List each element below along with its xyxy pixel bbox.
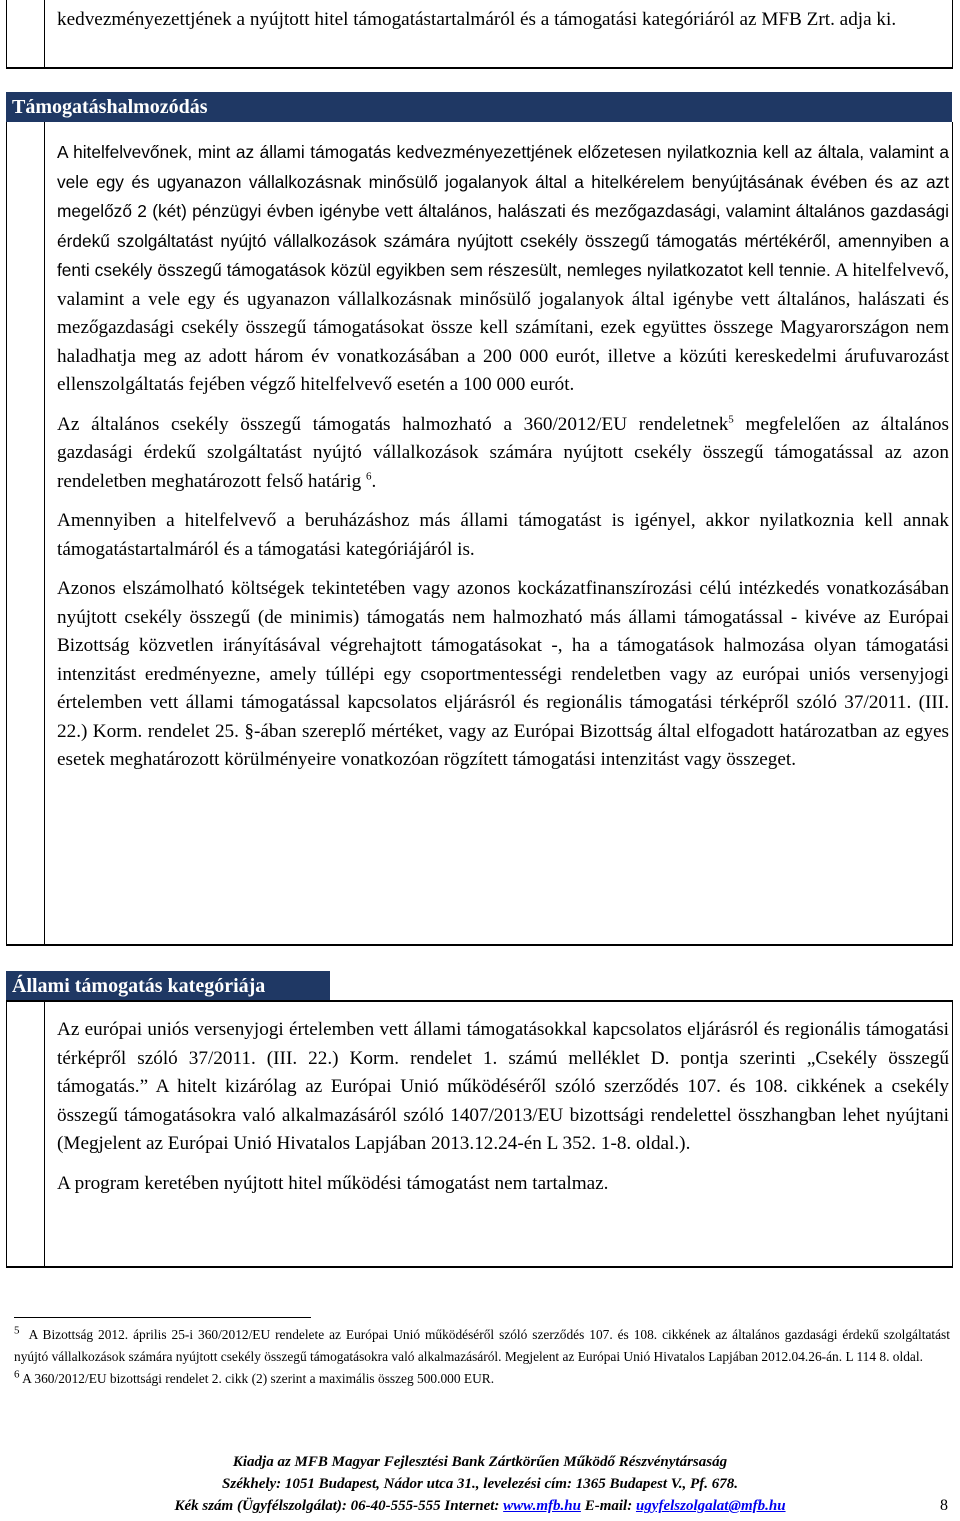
- page-footer: [0, 1451, 960, 1517]
- section1-left-border: [6, 122, 7, 945]
- footnote-5: [14, 1324, 950, 1368]
- section2-right-border: [952, 1001, 953, 1267]
- section-heading-tamogatashalmozodas: [6, 92, 952, 122]
- top-cell-text: [57, 6, 949, 35]
- footnote-text: A 360/2012/EU bizottsági rendelet 2. cikk (2) szerint a maximális összeg 500.000 EUR.: [22, 1371, 495, 1386]
- footnote-ref-6: 6: [366, 470, 372, 483]
- page-number: 8: [940, 1497, 948, 1514]
- footnote-separator: [14, 1317, 311, 1318]
- website-link[interactable]: www.mfb.hu: [503, 1498, 581, 1514]
- top-cell-paragraph: kedvezményezettjének a nyújtott hitel támogatástartalmáról és a támogatási kategóriáról az MFB Zrt. adja ki.: [57, 9, 897, 30]
- footnotes: [14, 1324, 950, 1390]
- footer-contact: [0, 1495, 960, 1517]
- footnote-number: 6: [14, 1368, 20, 1381]
- table-left-border: [6, 0, 7, 68]
- footer-publisher: Kiadja az MFB Magyar Fejlesztési Bank Zártkörűen Működő Részvénytársaság: [232, 1454, 728, 1470]
- section2-paragraph-1: Az európai uniós versenyjogi értelemben vett állami támogatásokkal kapcsolatos eljárásról és regionális támogatási térképről szóló 37/2011. (III. 22.) Korm. rendelet 1. számú melléklet D. pontja szerinti „Csekély összegű támogatás.” A hitelt kizárólag az Európai Unió működéséről szóló szerződés 107. és 108. cikkének a csekély összegű támogatásokra való alkalmazásáról szóló 1407/2013/EU bizottsági rendelettel összhangban lehet nyújtani (Megjelent az Európai Unió Hivatalos Lapjában 2013.12.24-én L 352. 1-8. oldal.).: [57, 1019, 949, 1154]
- footnote-text: A Bizottság 2012. április 25-i 360/2012/EU rendelete az Európai Unió működéséről szóló szerződés 107. és 108. cikkének az általános gazdasági érdekű szolgáltatást nyújtó vállalkozások számára nyújtott csekély összegű támogatásokra való alkalmazásáról. Megjelent az Európai Unió Hivatalos Lapjában 2012.04.26-án. L 114 8. oldal.: [14, 1327, 950, 1364]
- section1-paragraph-2-part-b: megfelelően az általános gazdasági érdekű szolgáltatást nyújtó vállalkozások számára nyújtott csekély összegű támogatással az azon rendeletben meghatározott felső határig: [57, 413, 949, 492]
- section2-inner-border: [44, 1001, 45, 1267]
- section1-inner-border: [44, 122, 45, 945]
- section2-heading-rule: [6, 1000, 953, 1002]
- section1-paragraph-2-part-c: .: [371, 470, 377, 492]
- footnote-ref-5: 5: [728, 413, 734, 426]
- footnote-number: 5: [14, 1324, 20, 1337]
- section-heading-text: Állami támogatás kategóriája: [12, 975, 266, 997]
- section1-paragraph-2: [57, 411, 949, 497]
- footer-phone: Kék szám (Ügyfélszolgálat): 06-40-555-555 Internet:: [174, 1498, 504, 1514]
- section1-paragraph-1-serif: A hitelfelvevő, valamint a vele egy és ugyanazon vállalkozásnak minősülő jogalanyok által igénybe vett általános, halászati és mezőgazdasági csekély összegű támogatásokat össze kell számítani, ezek együttes összege Magyarországon nem haladhatja meg az adott három év vonatkozásában a 200 000 eurót, illetve a közúti kereskedelmi árufuvarozást ellenszolgáltatás fejében végző hitelfelvevő esetén a 100 000 eurót.: [57, 260, 949, 395]
- section1-paragraph-3: Amennyiben a hitelfelvevő a beruházáshoz más állami támogatást is igényel, akkor nyilatkoznia kell annak támogatástartalmáról és a támogatási kategóriájáról is.: [57, 510, 949, 560]
- table-right-border: [952, 0, 953, 68]
- section1-body: [57, 138, 949, 775]
- section2-body: [57, 1016, 949, 1198]
- section1-paragraph-1-sans: A hitelfelvevőnek, mint az állami támogatás kedvezményezettjének előzetesen nyilatkoznia kell az általa, valamint a vele egy és ugyanazon vállalkozásnak minősülő jogalanyok által a hitelkérelem benyújtásának évében és az azt megelőző 2 (két) pénzügyi évben igénybe vett általános, halászati és mezőgazdasági, valamint általános gazdasági érdekű szolgáltatást nyújtó vállalkozások számára nyújtott csekély összegű támogatás mértékéről, amennyiben a fenti csekély összegű támogatások közül egyikben sem részesült, nemleges nyilatkozatot kell tennie.: [57, 142, 949, 280]
- section1-paragraph-2-part-a: Az általános csekély összegű támogatás halmozható a 360/2012/EU rendeletnek: [57, 413, 729, 435]
- section1-paragraph-1: [57, 138, 949, 400]
- section-heading-text: Támogatáshalmozódás: [12, 96, 208, 118]
- footnote-6: [14, 1368, 950, 1390]
- section2-bottom-border: [6, 1266, 953, 1268]
- section2-paragraph-2: A program keretében nyújtott hitel működési támogatást nem tartalmaz.: [57, 1172, 609, 1194]
- section-heading-allami-tamogatas-kategoriaja: [6, 971, 330, 1001]
- section1-paragraph-4: Azonos elszámolható költségek tekintetében vagy azonos kockázatfinanszírozási célú intézkedés vonatkozásában nyújtott csekély összegű (de minimis) támogatás nem halmozható más állami támogatással - kivéve az Európai Bizottság közvetlen irányításával végrehajtott támogatásokat -, ha a támogatások halmozása olyan támogatási intenzitást eredményezne, amely túllépi egy csoportmentességi rendeletben vagy az európai uniós versenyjogi értelemben vett állami támogatással kapcsolatos eljárásról és regionális támogatási térképről szóló 37/2011. (III. 22.) Korm. rendelet 25. §-ában szereplő mértéket, vagy az Európai Bizottság által elfogadott határozatban az egyes esetek meghatározott körülményeire vonatkozóan rögzített támogatási intenzitást vagy összeget.: [57, 578, 949, 770]
- table-inner-border: [44, 0, 45, 68]
- section1-bottom-border: [6, 944, 953, 946]
- section1-right-border: [952, 122, 953, 945]
- footer-email-label: E-mail:: [580, 1498, 636, 1514]
- email-link[interactable]: ugyfelszolgalat@mfb.hu: [635, 1498, 786, 1514]
- section2-left-border: [6, 1001, 7, 1267]
- table-row-divider: [6, 67, 953, 69]
- footer-address: Székhely: 1051 Budapest, Nádor utca 31., levelezési cím: 1365 Budapest V., Pf. 678.: [222, 1476, 738, 1492]
